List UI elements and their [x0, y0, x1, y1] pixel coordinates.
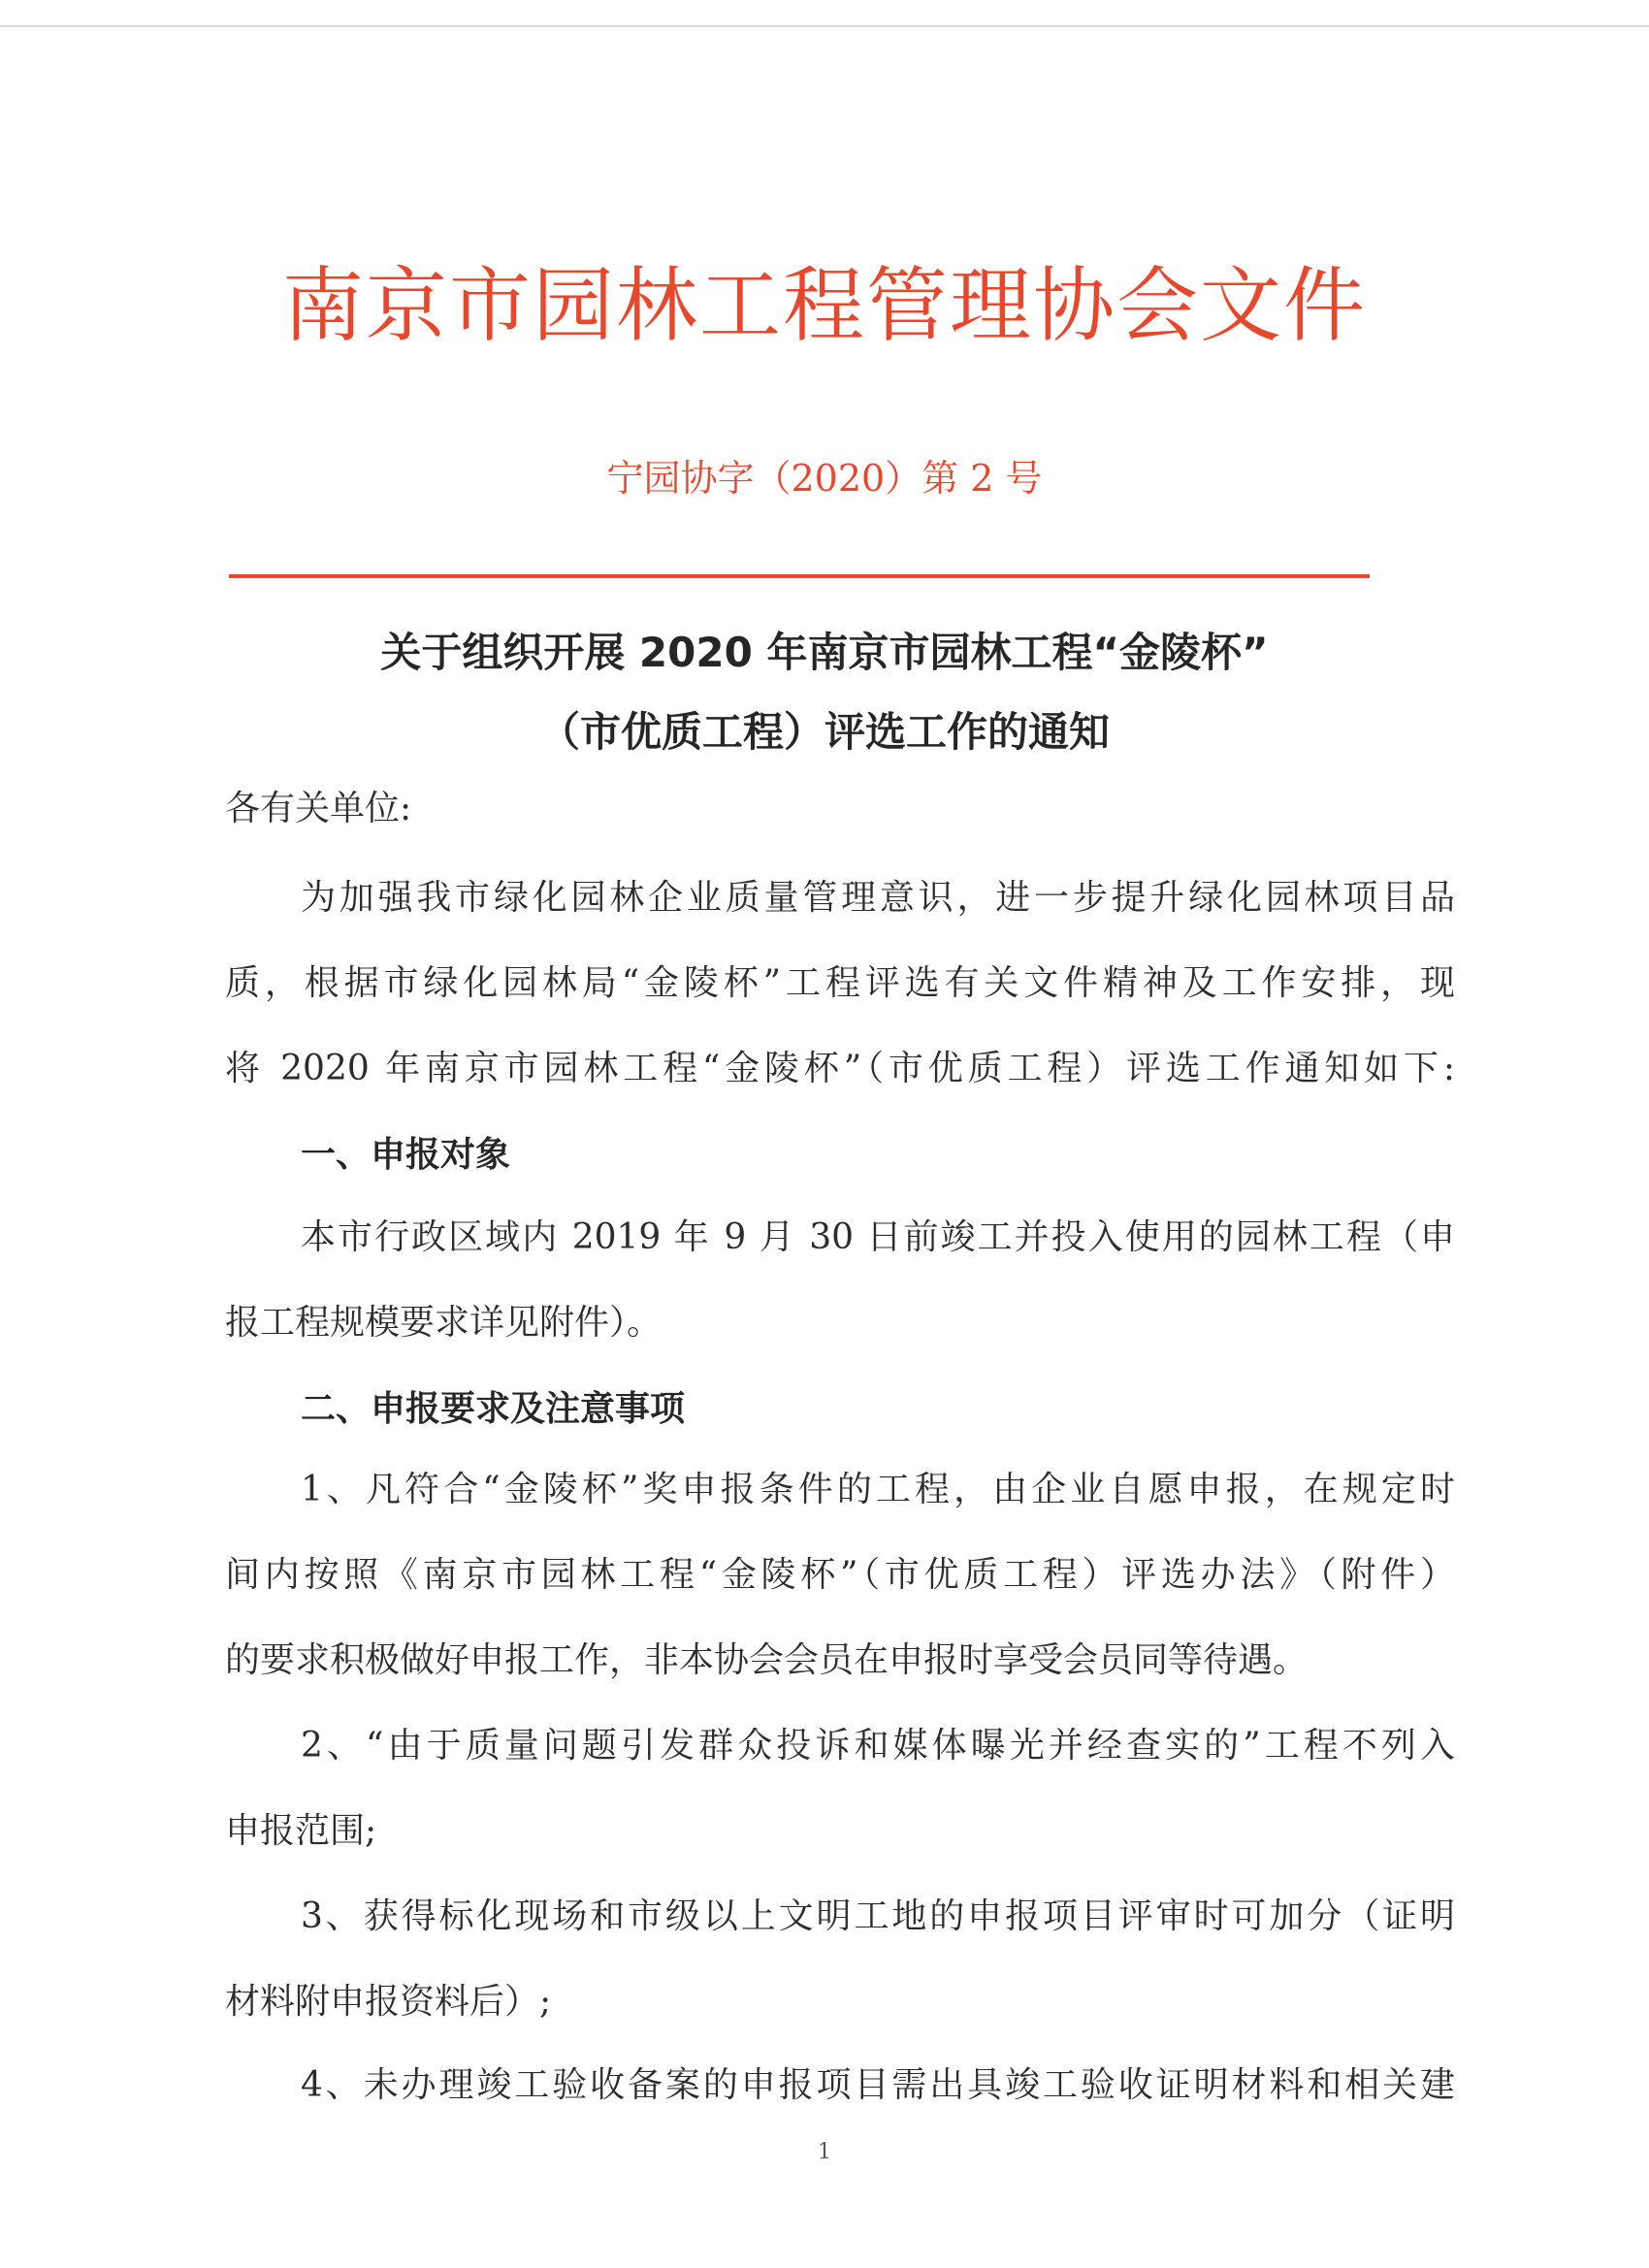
item-3-line-2: 材料附申报资料后）;: [225, 1982, 552, 2022]
intro-line-3: 将 2020 年南京市园林工程“金陵杯”（市优质工程）评选工作通知如下:: [225, 1049, 1455, 1088]
notice-title-line-2: （市优质工程）评选工作的通知: [538, 708, 1110, 756]
scan-edge-line: [0, 25, 1649, 27]
item-2-line-2: 申报范围;: [225, 1811, 377, 1851]
section-2-heading: 二、申报要求及注意事项: [301, 1389, 686, 1429]
page-number: 1: [818, 2140, 831, 2164]
section-1-line-1: 本市行政区域内 2019 年 9 月 30 日前竣工并投入使用的园林工程（申: [301, 1217, 1455, 1257]
item-4-line-1: 4、未办理竣工验收备案的申报项目需出具竣工验收证明材料和相关建: [301, 2065, 1455, 2105]
item-3-line-1: 3、获得标化现场和市级以上文明工地的申报项目评审时可加分（证明: [301, 1896, 1455, 1936]
section-1-heading: 一、申报对象: [301, 1135, 511, 1175]
item-1-line-1: 1、凡符合“金陵杯”奖申报条件的工程，由企业自愿申报，在规定时: [301, 1470, 1455, 1509]
intro-line-1: 为加强我市绿化园林企业质量管理意识，进一步提升绿化园林项目品: [301, 878, 1455, 918]
item-2-line-1: 2、“由于质量问题引发群众投诉和媒体曝光并经查实的”工程不列入: [301, 1726, 1455, 1766]
salutation: 各有关单位:: [225, 789, 412, 828]
notice-title-line-1: 关于组织开展 2020 年南京市园林工程“金陵杯”: [380, 629, 1269, 676]
document-number: 宁园协字（2020）第 2 号: [606, 457, 1043, 500]
document-org-title: 南京市园林工程管理协会文件: [281, 258, 1367, 353]
section-1-line-2: 报工程规模要求详见附件）。: [225, 1303, 663, 1343]
red-divider-line: [229, 574, 1370, 578]
item-1-line-2: 间内按照《南京市园林工程“金陵杯”（市优质工程）评选办法》（附件）: [225, 1555, 1455, 1595]
item-1-line-3: 的要求积极做好申报工作，非本协会会员在申报时享受会员同等待遇。: [225, 1640, 1309, 1680]
intro-line-2: 质，根据市绿化园林局“金陵杯”工程评选有关文件精神及工作安排，现: [225, 963, 1455, 1003]
